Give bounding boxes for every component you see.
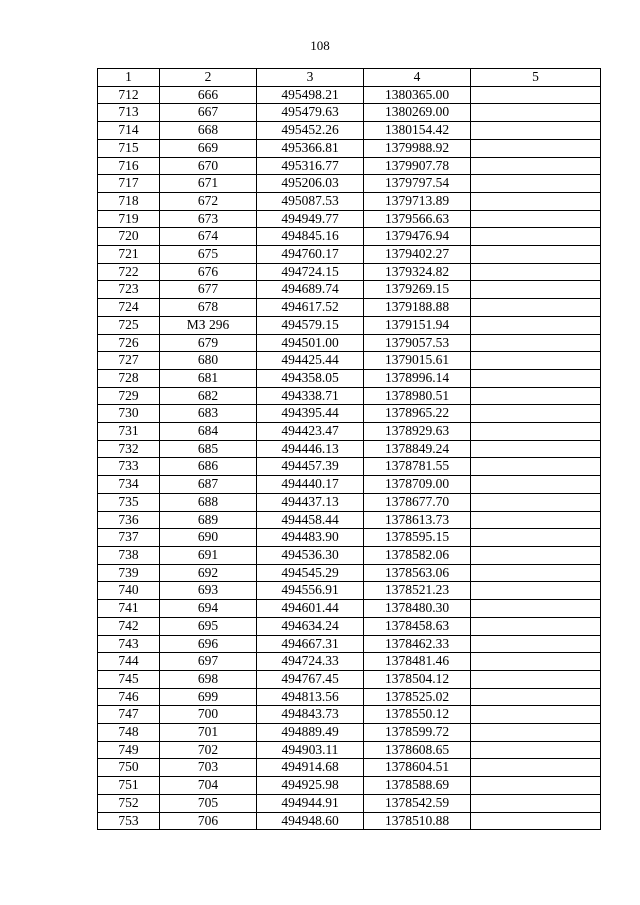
table-cell-col-5: [471, 281, 601, 299]
table-cell-col-5: [471, 122, 601, 140]
table-cell-col-3: 494724.15: [257, 263, 364, 281]
table-cell-col-3: 494440.17: [257, 476, 364, 494]
table-cell-col-5: [471, 635, 601, 653]
table-cell-col-5: [471, 706, 601, 724]
table-cell-col-4: 1378781.55: [364, 458, 471, 476]
table-cell-col-1: 717: [98, 175, 160, 193]
table-cell-col-5: [471, 210, 601, 228]
table-cell-col-2: 676: [160, 263, 257, 281]
table-cell-col-1: 715: [98, 139, 160, 157]
table-cell-col-1: 741: [98, 600, 160, 618]
table-cell-col-1: 744: [98, 653, 160, 671]
table-cell-col-4: 1378595.15: [364, 529, 471, 547]
table-row: [98, 157, 601, 175]
table-row: [98, 741, 601, 759]
table-cell-col-1: 722: [98, 263, 160, 281]
table-cell-col-5: [471, 741, 601, 759]
table-row: [98, 316, 601, 334]
table-cell-col-4: 1379797.54: [364, 175, 471, 193]
table-row: [98, 564, 601, 582]
table-cell-col-2: 692: [160, 564, 257, 582]
table-cell-col-2: 669: [160, 139, 257, 157]
table-cell-col-2: 703: [160, 759, 257, 777]
table-cell-col-3: 494843.73: [257, 706, 364, 724]
table-cell-col-5: [471, 759, 601, 777]
table-cell-col-4: 1378929.63: [364, 423, 471, 441]
table-cell-col-4: 1379324.82: [364, 263, 471, 281]
table-cell-col-1: 727: [98, 352, 160, 370]
table-row: [98, 246, 601, 264]
table-cell-col-1: 736: [98, 511, 160, 529]
table-cell-col-5: [471, 246, 601, 264]
table-cell-col-1: 735: [98, 493, 160, 511]
table-cell-col-1: 751: [98, 777, 160, 795]
table-cell-col-2: 684: [160, 423, 257, 441]
table-cell-col-4: 1378996.14: [364, 369, 471, 387]
table-cell-col-3: 494889.49: [257, 724, 364, 742]
table-cell-col-4: 1379476.94: [364, 228, 471, 246]
table-cell-col-1: 753: [98, 812, 160, 830]
table-cell-col-1: 726: [98, 334, 160, 352]
table-cell-col-5: [471, 493, 601, 511]
table-cell-col-1: 724: [98, 299, 160, 317]
table-cell-col-3: 494536.30: [257, 546, 364, 564]
table-row: [98, 458, 601, 476]
table-cell-col-2: 679: [160, 334, 257, 352]
table-cell-col-5: [471, 423, 601, 441]
table-row: [98, 546, 601, 564]
header-cell-col-1: 1: [98, 69, 160, 87]
table-cell-col-5: [471, 387, 601, 405]
table-cell-col-2: 667: [160, 104, 257, 122]
table-cell-col-1: 723: [98, 281, 160, 299]
header-cell-col-2: 2: [160, 69, 257, 87]
table-cell-col-5: [471, 476, 601, 494]
table-cell-col-4: 1378613.73: [364, 511, 471, 529]
table-cell-col-5: [471, 157, 601, 175]
table-cell-col-5: [471, 582, 601, 600]
table-cell-col-4: 1378608.65: [364, 741, 471, 759]
table-cell-col-4: 1378604.51: [364, 759, 471, 777]
table-cell-col-4: 1379402.27: [364, 246, 471, 264]
table-cell-col-4: 1378677.70: [364, 493, 471, 511]
header-cell-col-5: 5: [471, 69, 601, 87]
table-cell-col-4: 1379151.94: [364, 316, 471, 334]
table-row: [98, 582, 601, 600]
table-cell-col-3: 494556.91: [257, 582, 364, 600]
table-cell-col-3: 494601.44: [257, 600, 364, 618]
table-cell-col-4: 1380154.42: [364, 122, 471, 140]
table-row: [98, 104, 601, 122]
table-cell-col-4: 1379269.15: [364, 281, 471, 299]
table-body: [98, 86, 601, 830]
table-row: [98, 405, 601, 423]
table-cell-col-3: 495366.81: [257, 139, 364, 157]
table-cell-col-2: 675: [160, 246, 257, 264]
header-cell-col-3: 3: [257, 69, 364, 87]
table-cell-col-2: 674: [160, 228, 257, 246]
table-cell-col-4: 1379188.88: [364, 299, 471, 317]
table-cell-col-5: [471, 511, 601, 529]
table-cell-col-3: 494949.77: [257, 210, 364, 228]
table-cell-col-5: [471, 405, 601, 423]
table-cell-col-1: 749: [98, 741, 160, 759]
table-cell-col-2: МЗ 296: [160, 316, 257, 334]
table-cell-col-3: 494446.13: [257, 440, 364, 458]
table-cell-col-1: 718: [98, 192, 160, 210]
table-cell-col-4: 1378525.02: [364, 688, 471, 706]
table-cell-col-1: 740: [98, 582, 160, 600]
header-cell-col-4: 4: [364, 69, 471, 87]
table-cell-col-5: [471, 794, 601, 812]
table-cell-col-1: 732: [98, 440, 160, 458]
table-cell-col-4: 1378709.00: [364, 476, 471, 494]
table-cell-col-1: 752: [98, 794, 160, 812]
table-row: [98, 228, 601, 246]
table-cell-col-4: 1378521.23: [364, 582, 471, 600]
table-cell-col-4: 1379566.63: [364, 210, 471, 228]
table-row: [98, 476, 601, 494]
table-cell-col-3: 495316.77: [257, 157, 364, 175]
table-cell-col-4: 1378965.22: [364, 405, 471, 423]
table-cell-col-1: 725: [98, 316, 160, 334]
table-cell-col-5: [471, 812, 601, 830]
table-cell-col-2: 701: [160, 724, 257, 742]
table-cell-col-1: 712: [98, 86, 160, 104]
table-cell-col-3: 494845.16: [257, 228, 364, 246]
table-cell-col-3: 494813.56: [257, 688, 364, 706]
table-cell-col-4: 1380269.00: [364, 104, 471, 122]
table-cell-col-2: 686: [160, 458, 257, 476]
table-cell-col-2: 695: [160, 617, 257, 635]
table-cell-col-2: 671: [160, 175, 257, 193]
table-cell-col-5: [471, 192, 601, 210]
table-row: [98, 635, 601, 653]
table-cell-col-2: 673: [160, 210, 257, 228]
table-cell-col-4: 1378550.12: [364, 706, 471, 724]
table-cell-col-3: 494948.60: [257, 812, 364, 830]
table-cell-col-2: 705: [160, 794, 257, 812]
table-cell-col-5: [471, 352, 601, 370]
table-cell-col-1: 746: [98, 688, 160, 706]
table-row: [98, 688, 601, 706]
table-row: [98, 299, 601, 317]
table-cell-col-2: 680: [160, 352, 257, 370]
table-cell-col-3: 494689.74: [257, 281, 364, 299]
table-cell-col-5: [471, 175, 601, 193]
table-cell-col-3: 494545.29: [257, 564, 364, 582]
table-row: [98, 210, 601, 228]
table-cell-col-2: 677: [160, 281, 257, 299]
table-row: [98, 387, 601, 405]
table-cell-col-4: 1378481.46: [364, 653, 471, 671]
table-cell-col-2: 678: [160, 299, 257, 317]
table-row: [98, 139, 601, 157]
table-cell-col-3: 495452.26: [257, 122, 364, 140]
table-cell-col-1: 714: [98, 122, 160, 140]
table-cell-col-5: [471, 139, 601, 157]
table-cell-col-1: 733: [98, 458, 160, 476]
table-cell-col-1: 747: [98, 706, 160, 724]
table-cell-col-2: 694: [160, 600, 257, 618]
table-cell-col-4: 1378510.88: [364, 812, 471, 830]
table-cell-col-3: 494724.33: [257, 653, 364, 671]
table-row: [98, 529, 601, 547]
table-cell-col-4: 1378588.69: [364, 777, 471, 795]
table-cell-col-2: 704: [160, 777, 257, 795]
table-row: [98, 369, 601, 387]
table-cell-col-3: 494760.17: [257, 246, 364, 264]
table-cell-col-2: 693: [160, 582, 257, 600]
table-cell-col-4: 1378599.72: [364, 724, 471, 742]
table-cell-col-5: [471, 263, 601, 281]
table-cell-col-4: 1378563.06: [364, 564, 471, 582]
table-cell-col-4: 1379907.78: [364, 157, 471, 175]
table-row: [98, 511, 601, 529]
table-cell-col-1: 731: [98, 423, 160, 441]
table-cell-col-1: 728: [98, 369, 160, 387]
table-cell-col-1: 720: [98, 228, 160, 246]
table-cell-col-1: 713: [98, 104, 160, 122]
table-cell-col-3: 494667.31: [257, 635, 364, 653]
table-cell-col-4: 1378480.30: [364, 600, 471, 618]
table-row: [98, 670, 601, 688]
table-row: [98, 423, 601, 441]
table-cell-col-3: 495087.53: [257, 192, 364, 210]
table-cell-col-5: [471, 653, 601, 671]
table-cell-col-3: 494457.39: [257, 458, 364, 476]
table-cell-col-5: [471, 777, 601, 795]
table-cell-col-3: 494458.44: [257, 511, 364, 529]
table-cell-col-5: [471, 564, 601, 582]
table-cell-col-3: 494501.00: [257, 334, 364, 352]
page-number: 108: [310, 38, 330, 53]
table-cell-col-4: 1379988.92: [364, 139, 471, 157]
table-cell-col-3: 494925.98: [257, 777, 364, 795]
table-cell-col-5: [471, 600, 601, 618]
table-cell-col-2: 706: [160, 812, 257, 830]
table-cell-col-2: 688: [160, 493, 257, 511]
table-cell-col-2: 691: [160, 546, 257, 564]
table-row: [98, 812, 601, 830]
table-cell-col-3: 495479.63: [257, 104, 364, 122]
table-cell-col-4: 1378849.24: [364, 440, 471, 458]
table-cell-col-3: 494437.13: [257, 493, 364, 511]
table-row: [98, 794, 601, 812]
table-cell-col-1: 721: [98, 246, 160, 264]
table-cell-col-2: 687: [160, 476, 257, 494]
table-cell-col-3: 494338.71: [257, 387, 364, 405]
table-row: [98, 86, 601, 104]
table-cell-col-4: 1379057.53: [364, 334, 471, 352]
table-row: [98, 440, 601, 458]
header-row: [98, 69, 601, 87]
table-cell-col-3: 494767.45: [257, 670, 364, 688]
table-cell-col-1: 737: [98, 529, 160, 547]
table-cell-col-4: 1378504.12: [364, 670, 471, 688]
table-cell-col-3: 495498.21: [257, 86, 364, 104]
table-cell-col-3: 495206.03: [257, 175, 364, 193]
table-cell-col-4: 1378462.33: [364, 635, 471, 653]
table-cell-col-1: 750: [98, 759, 160, 777]
table-cell-col-5: [471, 617, 601, 635]
table-cell-col-1: 745: [98, 670, 160, 688]
table-cell-col-5: [471, 440, 601, 458]
table-cell-col-2: 702: [160, 741, 257, 759]
table-cell-col-2: 672: [160, 192, 257, 210]
table-cell-col-4: 1378582.06: [364, 546, 471, 564]
table-row: [98, 334, 601, 352]
table-cell-col-2: 681: [160, 369, 257, 387]
coordinates-table: [97, 68, 601, 830]
table-cell-col-3: 494423.47: [257, 423, 364, 441]
table-cell-col-2: 689: [160, 511, 257, 529]
table-cell-col-3: 494483.90: [257, 529, 364, 547]
table-cell-col-2: 700: [160, 706, 257, 724]
table-row: [98, 600, 601, 618]
table-cell-col-2: 699: [160, 688, 257, 706]
table-cell-col-3: 494634.24: [257, 617, 364, 635]
table-cell-col-2: 696: [160, 635, 257, 653]
table-row: [98, 122, 601, 140]
table-row: [98, 352, 601, 370]
table-cell-col-5: [471, 334, 601, 352]
table-cell-col-4: 1379015.61: [364, 352, 471, 370]
table-cell-col-5: [471, 670, 601, 688]
table-cell-col-4: 1378980.51: [364, 387, 471, 405]
table-cell-col-2: 683: [160, 405, 257, 423]
table-cell-col-1: 716: [98, 157, 160, 175]
table-cell-col-2: 685: [160, 440, 257, 458]
table-cell-col-5: [471, 546, 601, 564]
table-cell-col-4: 1378542.59: [364, 794, 471, 812]
table-cell-col-2: 666: [160, 86, 257, 104]
table-row: [98, 175, 601, 193]
table-cell-col-1: 748: [98, 724, 160, 742]
table-cell-col-2: 698: [160, 670, 257, 688]
table-row: [98, 263, 601, 281]
table-row: [98, 653, 601, 671]
table-cell-col-1: 729: [98, 387, 160, 405]
table-row: [98, 617, 601, 635]
table-row: [98, 759, 601, 777]
table-cell-col-3: 494579.15: [257, 316, 364, 334]
table-cell-col-5: [471, 688, 601, 706]
table-cell-col-2: 682: [160, 387, 257, 405]
table-cell-col-1: 719: [98, 210, 160, 228]
table-cell-col-1: 743: [98, 635, 160, 653]
table-cell-col-4: 1380365.00: [364, 86, 471, 104]
table-row: [98, 777, 601, 795]
table-cell-col-1: 742: [98, 617, 160, 635]
table-cell-col-5: [471, 316, 601, 334]
table-row: [98, 192, 601, 210]
table-cell-col-5: [471, 724, 601, 742]
table-cell-col-3: 494617.52: [257, 299, 364, 317]
table-cell-col-1: 738: [98, 546, 160, 564]
table-cell-col-3: 494425.44: [257, 352, 364, 370]
table-cell-col-5: [471, 228, 601, 246]
table-cell-col-2: 668: [160, 122, 257, 140]
table-cell-col-3: 494395.44: [257, 405, 364, 423]
table-cell-col-3: 494914.68: [257, 759, 364, 777]
table-cell-col-4: 1378458.63: [364, 617, 471, 635]
table-cell-col-2: 690: [160, 529, 257, 547]
table-cell-col-5: [471, 458, 601, 476]
table-row: [98, 706, 601, 724]
table-cell-col-5: [471, 529, 601, 547]
table-cell-col-2: 697: [160, 653, 257, 671]
table-cell-col-5: [471, 299, 601, 317]
table-cell-col-4: 1379713.89: [364, 192, 471, 210]
table-cell-col-3: 494903.11: [257, 741, 364, 759]
table-cell-col-5: [471, 86, 601, 104]
table-row: [98, 281, 601, 299]
table-cell-col-5: [471, 104, 601, 122]
table-row: [98, 493, 601, 511]
table-cell-col-1: 730: [98, 405, 160, 423]
table-cell-col-5: [471, 369, 601, 387]
table-cell-col-3: 494358.05: [257, 369, 364, 387]
table-cell-col-2: 670: [160, 157, 257, 175]
table-cell-col-1: 739: [98, 564, 160, 582]
table-cell-col-3: 494944.91: [257, 794, 364, 812]
table-cell-col-1: 734: [98, 476, 160, 494]
table-row: [98, 724, 601, 742]
